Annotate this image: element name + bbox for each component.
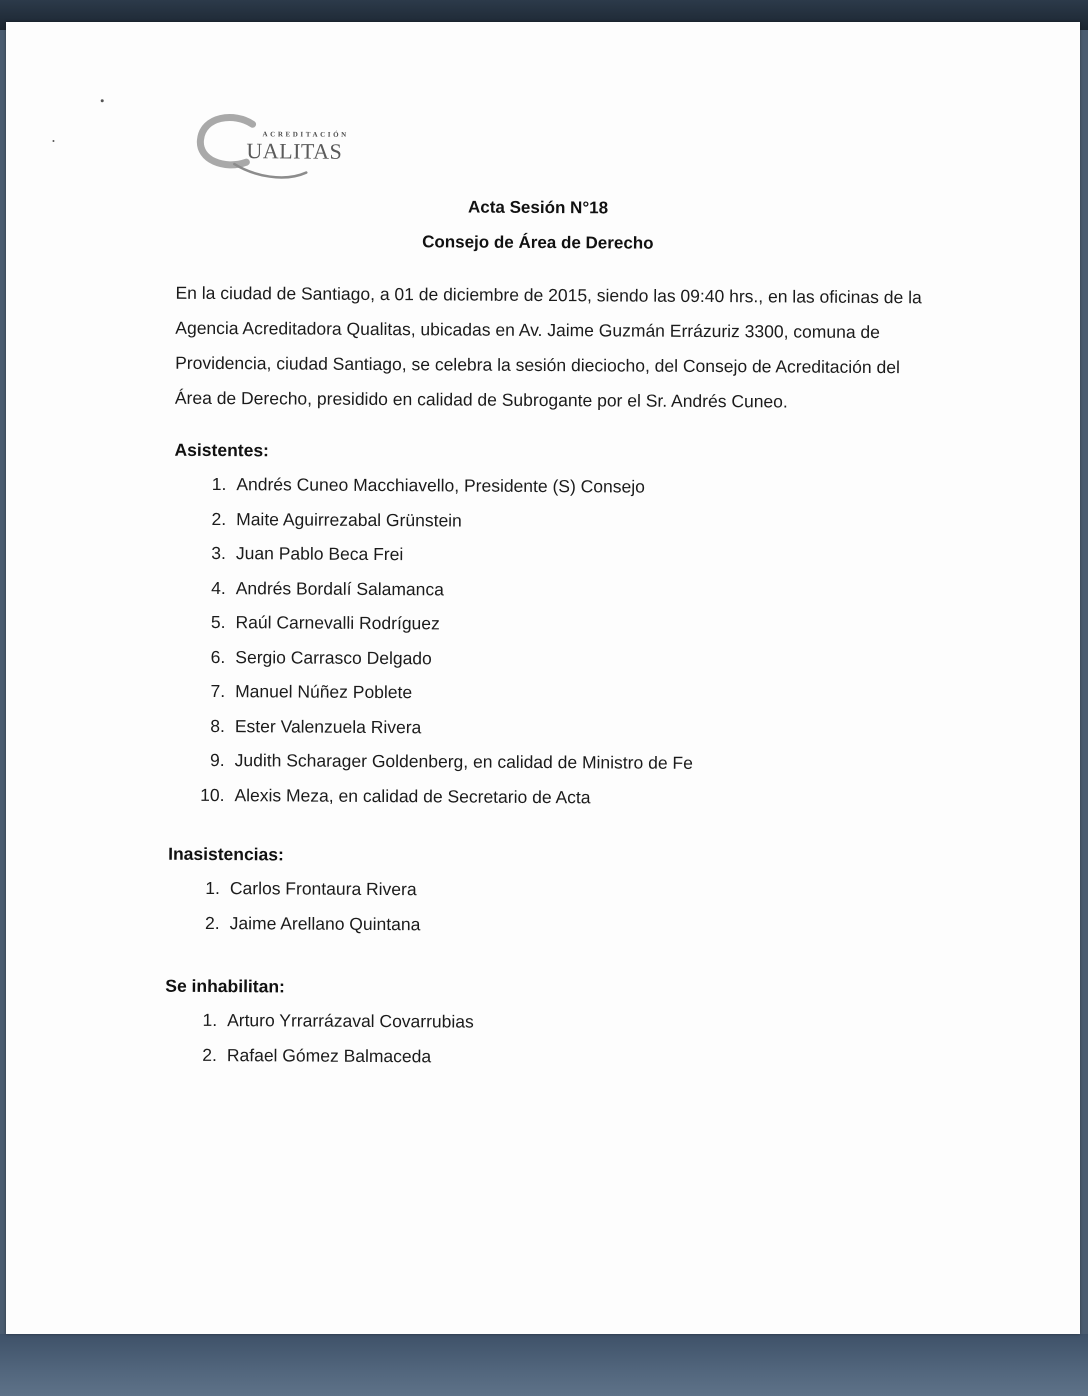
list-item: 1. Arturo Yrrarrázaval Covarrubias [202,1009,474,1032]
logo-super-text: ACREDITACIÓN [262,130,349,139]
list-item: 2. Rafael Gómez Balmaceda [202,1044,432,1066]
document-subtitle: Consejo de Área de Derecho [422,232,654,253]
list-item: 1. Andrés Cuneo Macchiavello, Presidente (S) Consejo [211,473,645,497]
inhabilitan-list [187,1010,474,1081]
scan-bottom-edge [0,1334,1088,1396]
page-content [1,19,1083,1338]
list-item: 2. Jaime Arellano Quintana [205,912,421,934]
qualitas-logo [194,110,374,181]
asistentes-list [194,474,694,822]
list-item: 6. Sergio Carrasco Delgado [210,646,432,668]
list-item: 5. Raúl Carnevalli Rodríguez [210,611,440,634]
list-item: 1. Carlos Frontaura Rivera [205,877,417,900]
list-item: 3. Juan Pablo Beca Frei [211,542,404,565]
list-item: 4. Andrés Bordalí Salamanca [211,577,444,599]
intro-paragraph: En la ciudad de Santiago, a 01 de diciembre de 2015, siendo las 09:40 hrs., en las oficinas de la Agencia Acreditadora Qualitas, ubicadas en Av. Jaime Guzmán Errázuriz 3300, comuna de Providencia, ciudad Santiago, se celebra la sesión dieciocho, del Consejo de Acreditación del Área de Derecho, presidido en calidad de Subrogante por el Sr. Andrés Cuneo. [174,282,922,412]
inhabilitan-heading: Se inhabilitan: [165,975,285,997]
scan-speck [101,99,104,102]
inasistencias-heading: Inasistencias: [168,843,284,865]
list-item: 2. Maite Aguirrezabal Grünstein [211,508,462,531]
list-item: 7. Manuel Núñez Poblete [210,680,413,703]
list-item: 10. Alexis Meza, en calidad de Secretario de Acta [200,784,591,807]
document-title: Acta Sesión N°18 [468,197,609,218]
list-item: 8. Ester Valenzuela Rivera [210,715,422,737]
asistentes-heading: Asistentes: [174,439,269,461]
inasistencias-list [190,878,421,948]
scan-speck [52,140,54,142]
list-item: 9. Judith Scharager Goldenberg, en calidad de Ministro de Fe [210,749,693,773]
document-page [6,22,1080,1334]
logo-word: UALITAS [246,138,343,164]
